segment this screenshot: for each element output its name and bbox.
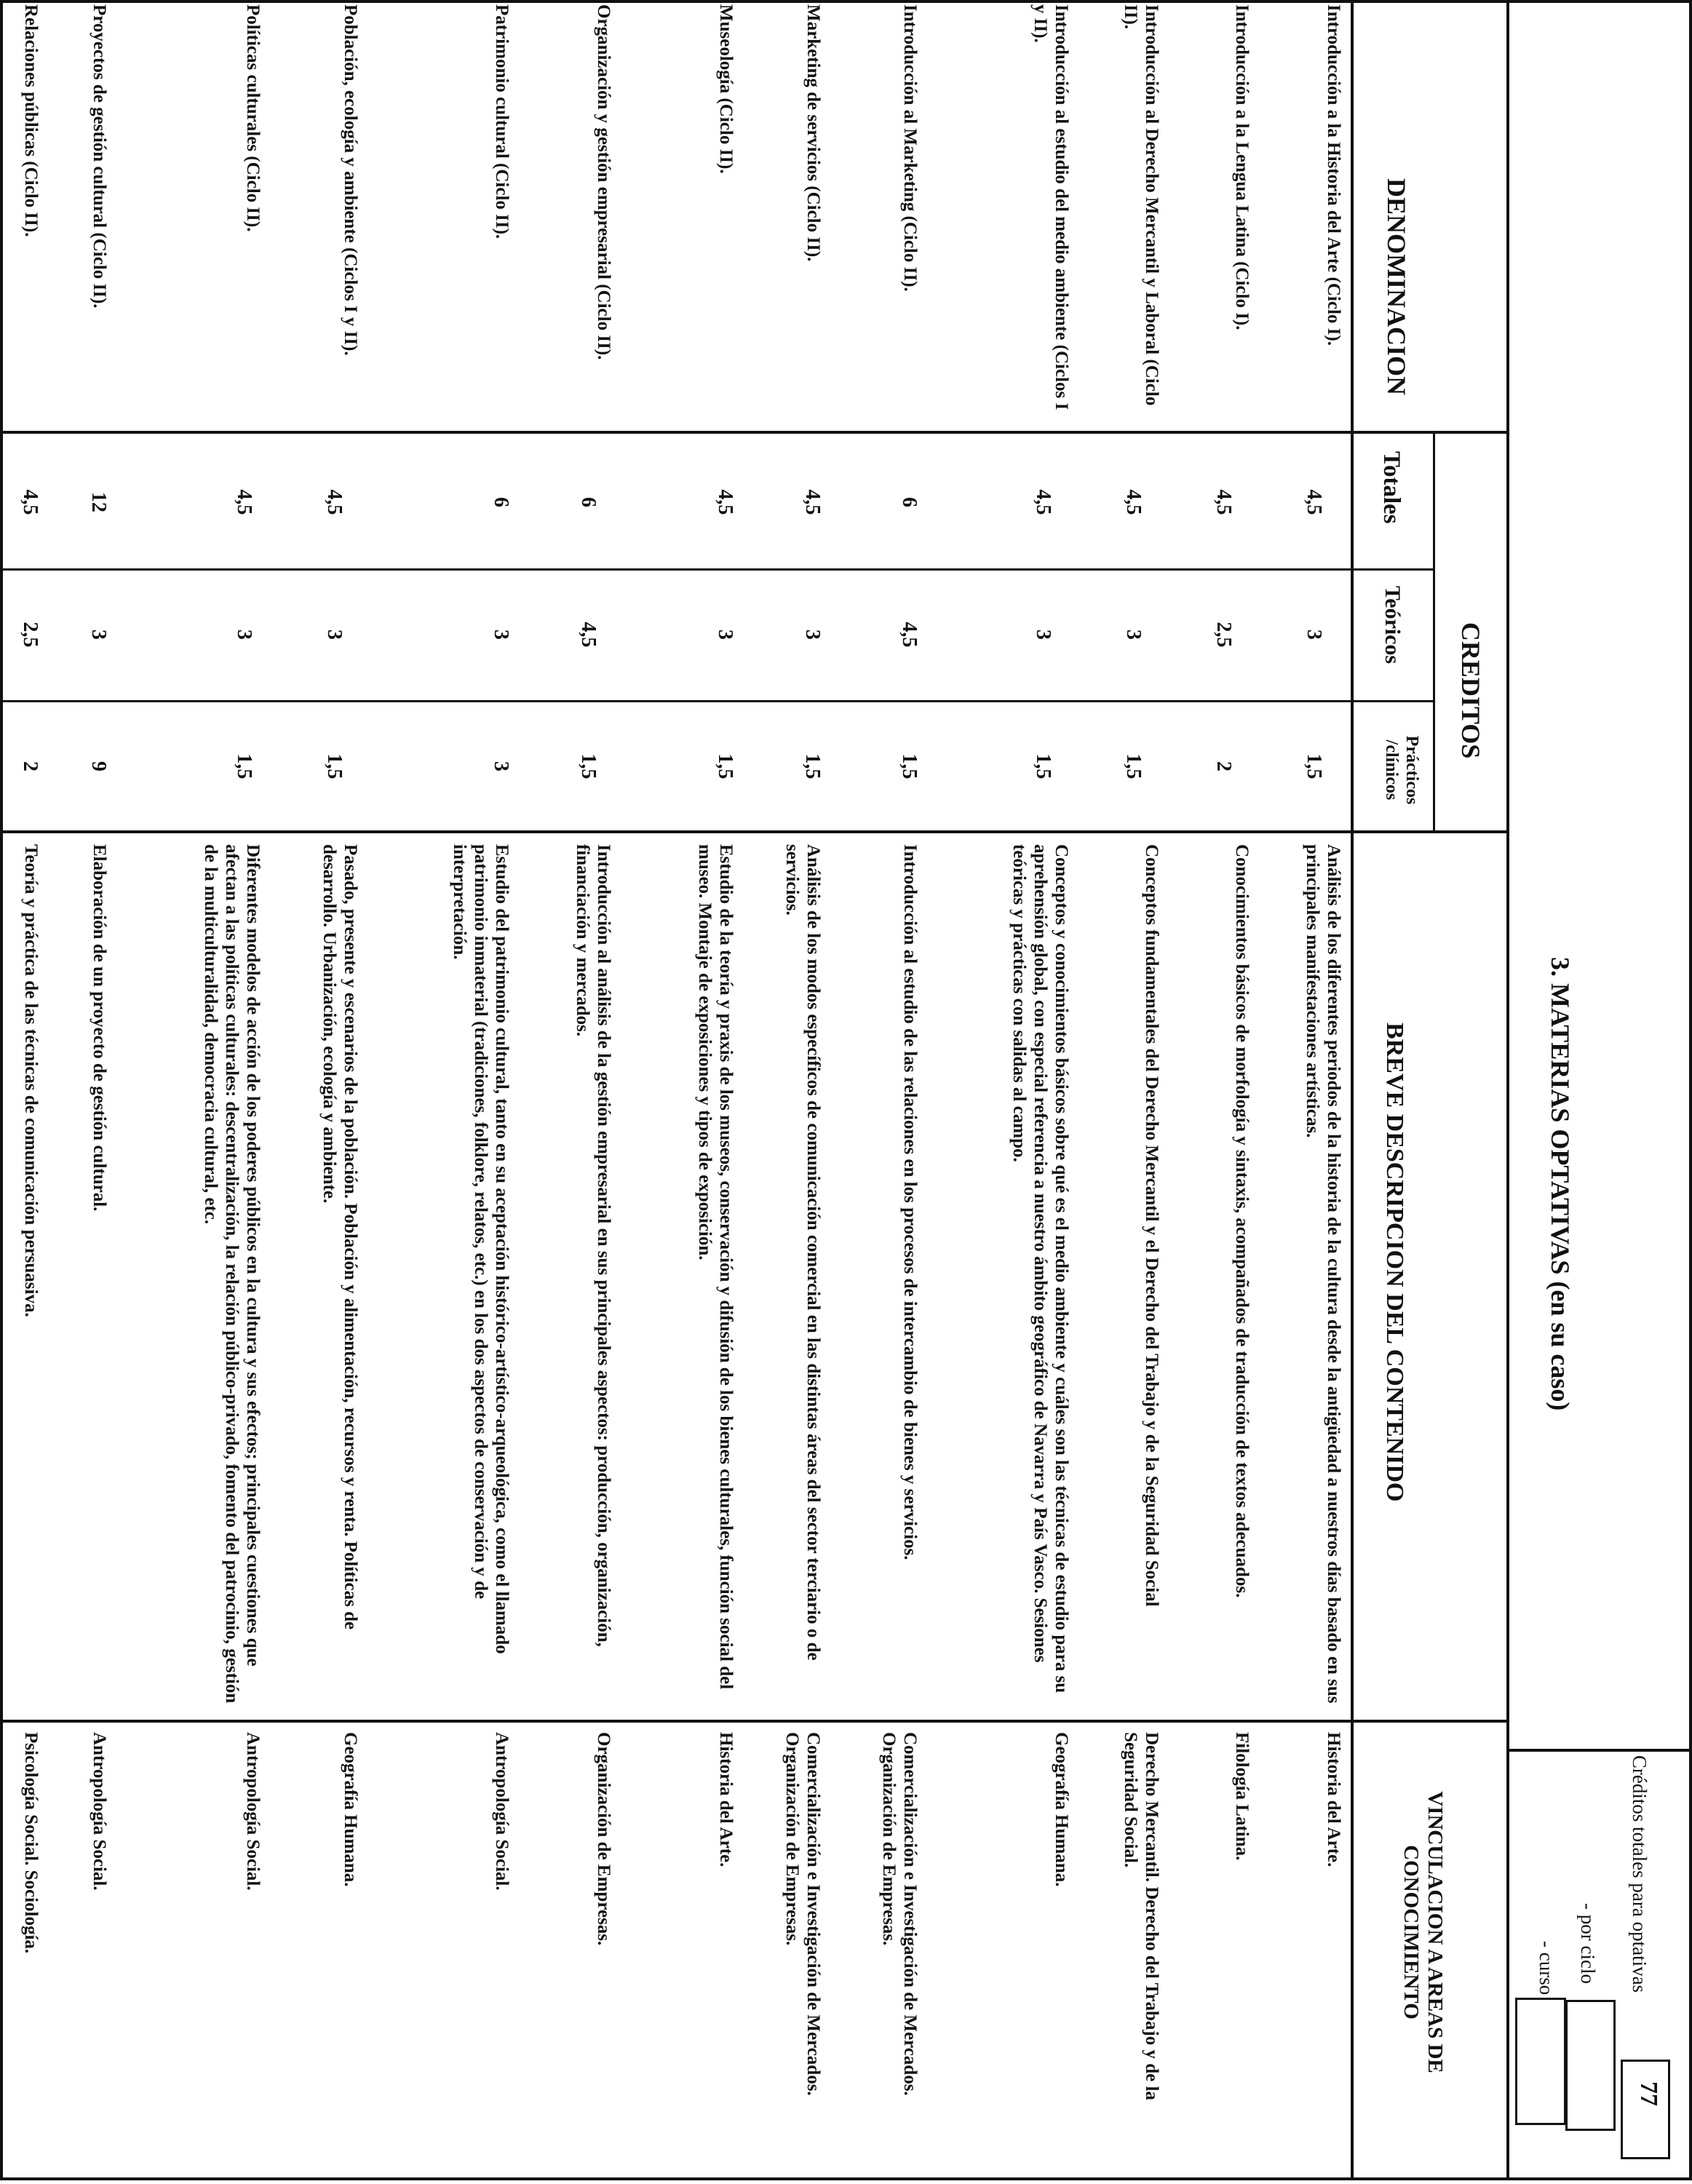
per-course-label: - curso [1536, 1941, 1557, 1996]
column-line-totales [0, 568, 1434, 571]
row-01-totales: 4,5 [1303, 489, 1325, 515]
column-line-creditos [0, 830, 1509, 833]
row-12-teoricos: 3 [87, 630, 110, 640]
row-07-area: Historia del Arte. [716, 1732, 736, 1867]
row-07-totales: 4,5 [714, 489, 736, 515]
row-03-practicos: 1,5 [1122, 753, 1145, 779]
row-03-area: Derecho Mercantil. Derecho del Trabajo y de la Seguridad Social. [1121, 1732, 1161, 2100]
row-10-area: Geografía Humana. [341, 1732, 360, 1887]
column-line-denominacion [0, 431, 1509, 434]
row-05-practicos: 1,5 [898, 753, 921, 779]
header-teoricos: Teóricos [1381, 586, 1405, 664]
row-13-practicos: 2 [19, 761, 41, 771]
row-11-description: Diferentes modelos de acción de los poderes públicos en la cultura y sus efectos; principales cuestiones que afectan a las políticas culturales: descentralización, la relación público-privado, fomento del patrocinio, gestión de la multiculturalidad, democracia cultural, etc. [201, 844, 263, 1704]
row-02-practicos: 2 [1212, 761, 1235, 771]
header-creditos: CREDITOS [1456, 622, 1485, 759]
row-13-name: Relaciones públicas (Ciclo II). [21, 4, 41, 237]
rows-top-line [1351, 0, 1354, 2180]
row-07-description: Estudio de la teoría y praxis de los museos, conservación y difusión de los bienes culturales, función social del museo. Montaje de exposiciones y tipos de exposición. [695, 844, 736, 1690]
row-02-name: Introducción a la Lengua Latina (Ciclo I). [1232, 4, 1252, 330]
row-06-totales: 4,5 [801, 489, 824, 515]
row-01-description: Análisis de los diferentes periodos de la historia de la cultura desde la antigüedad a nuestros días basado en sus principales manifestaciones artísticas. [1303, 844, 1343, 1704]
row-06-description: Análisis de los modos específicos de comunicación comercial en las distintas áreas del sector terciario o de servicios. [782, 844, 823, 1661]
row-02-totales: 4,5 [1212, 489, 1235, 515]
row-08-description: Introducción al análisis de la gestión empresarial en sus principales aspectos: producción, organización, financiación y mercados. [573, 844, 613, 1647]
page-title: 3. MATERIAS OPTATIVAS (en su caso) [1546, 957, 1575, 1411]
row-12-name: Proyectos de gestión cultural (Ciclo II). [90, 4, 109, 309]
row-02-area: Filología Latina. [1232, 1732, 1252, 1861]
row-01-area: Historia del Arte. [1324, 1732, 1343, 1867]
header-denominacion: DENOMINACION [1382, 178, 1411, 396]
credits-total-label: Créditos totales para optativas [1629, 1755, 1651, 1993]
row-08-area: Organización de Empresas. [594, 1732, 613, 1946]
row-04-totales: 4,5 [1032, 489, 1054, 515]
row-07-name: Museología (Ciclo II). [716, 4, 736, 174]
row-11-area: Antropología Social. [243, 1732, 263, 1891]
row-08-teoricos: 4,5 [577, 622, 600, 648]
row-12-description: Elaboración de un proyecto de gestión cultural. [90, 844, 109, 1212]
row-06-name: Marketing de servicios (Ciclo II). [803, 4, 823, 262]
row-11-name: Políticas culturales (Ciclo II). [243, 4, 263, 232]
row-06-teoricos: 3 [801, 630, 824, 640]
column-line-descripcion [0, 1720, 1509, 1723]
row-12-totales: 12 [87, 492, 110, 512]
credits-total-value: 77 [1635, 2081, 1662, 2106]
header-divider-line [1506, 0, 1509, 2180]
creditos-header-line [1433, 434, 1435, 833]
row-11-teoricos: 3 [233, 630, 255, 640]
row-09-area: Antropología Social. [492, 1732, 512, 1891]
row-04-name: Introducción al estudio del medio ambiente (Ciclos I y II). [1030, 4, 1071, 410]
row-05-totales: 6 [898, 497, 921, 507]
credits-total-box [1621, 2060, 1670, 2159]
row-09-name: Patrimonio cultural (Ciclo II). [492, 4, 512, 239]
row-08-practicos: 1,5 [577, 753, 600, 779]
row-13-totales: 4,5 [19, 489, 41, 515]
row-04-description: Conceptos y conocimientos básicos sobre qué es el medio ambiente y cuáles son las técnicas de estudio para su aprehensión global, con especial referencia a nuestro ámbito geográfico de Navarra y País Vasco. Sesiones teóricas y prácticas con salidas al campo. [1009, 844, 1071, 1693]
row-07-teoricos: 3 [714, 630, 736, 640]
row-04-area: Geografía Humana. [1052, 1732, 1071, 1887]
row-05-teoricos: 4,5 [898, 622, 921, 648]
row-04-practicos: 1,5 [1032, 753, 1054, 779]
row-09-totales: 6 [490, 497, 512, 507]
header-totales: Totales [1378, 451, 1405, 524]
row-10-teoricos: 3 [323, 630, 346, 640]
row-05-description: Introducción al estudio de las relaciones en los procesos de intercambio de bienes y servicios. [900, 844, 920, 1560]
header-credit-separator [1506, 1749, 1692, 1752]
row-09-description: Estudio del patrimonio cultural, tanto en su aceptación histórico-artístico-arqueológica, como el llamado patrimonio inmaterial (tradiciones, folklore, relatos, etc.) en los dos aspectos de conservación y de interpretación. [450, 844, 512, 1654]
row-12-practicos: 9 [87, 761, 110, 771]
row-10-practicos: 1,5 [323, 753, 346, 779]
row-12-area: Antropología Social. [90, 1732, 109, 1891]
row-01-teoricos: 3 [1303, 630, 1325, 640]
per-course-box [1515, 1998, 1566, 2125]
per-cycle-box [1565, 2000, 1616, 2131]
row-01-name: Introducción a la Historia del Arte (Ciclo I). [1324, 4, 1343, 346]
column-line-teoricos [0, 700, 1434, 702]
row-03-totales: 4,5 [1122, 489, 1145, 515]
row-08-name: Organización y gestión empresarial (Ciclo II). [594, 4, 613, 360]
row-10-totales: 4,5 [323, 489, 346, 515]
row-10-name: Población, ecología y ambiente (Ciclos I y II). [341, 4, 360, 356]
row-09-teoricos: 3 [490, 630, 512, 640]
row-01-practicos: 1,5 [1303, 753, 1325, 779]
header-practicos: Prácticos /clínicos [1382, 735, 1421, 805]
row-13-area: Psicología Social. Sociología. [21, 1732, 41, 1954]
row-09-practicos: 3 [490, 761, 512, 771]
row-08-totales: 6 [577, 497, 600, 507]
header-descripcion: BREVE DESCRIPCION DEL CONTENIDO [1381, 1022, 1408, 1502]
per-cycle-label: - por ciclo [1577, 1903, 1599, 1984]
row-02-teoricos: 2,5 [1212, 622, 1235, 648]
row-02-description: Conocimientos básicos de morfología y sintaxis, acompañados de traducción de textos adecuados. [1232, 844, 1252, 1598]
row-13-teoricos: 2,5 [19, 622, 41, 648]
row-11-practicos: 1,5 [233, 753, 255, 779]
header-vinculacion: VINCULACION A AREAS DE CONOCIMIENTO [1399, 1791, 1447, 2073]
row-06-practicos: 1,5 [801, 753, 824, 779]
row-04-teoricos: 3 [1032, 630, 1054, 640]
row-03-description: Conceptos fundamentales del Derecho Mercantil y el Derecho del Trabajo y de la Seguridad Social [1142, 844, 1161, 1607]
row-05-area: Comercialización e Investigación de Mercados. Organización de Empresas. [879, 1732, 920, 2096]
row-03-teoricos: 3 [1122, 630, 1145, 640]
row-10-description: Pasado, presente y escenarios de la población. Población y alimentación, recursos y renta. Políticas de desarrollo. Urbanización, ecología y ambiente. [319, 844, 360, 1630]
row-11-totales: 4,5 [233, 489, 255, 515]
row-03-name: Introducción al Derecho Mercantil y Laboral (Ciclo II). [1121, 4, 1161, 406]
row-07-practicos: 1,5 [714, 753, 736, 779]
row-13-description: Teoría y práctica de las técnicas de comunicación persuasiva. [21, 844, 41, 1317]
row-05-name: Introducción al Marketing (Ciclo II). [900, 4, 920, 292]
row-06-area: Comercialización e Investigación de Mercados. Organización de Empresas. [782, 1732, 823, 2096]
